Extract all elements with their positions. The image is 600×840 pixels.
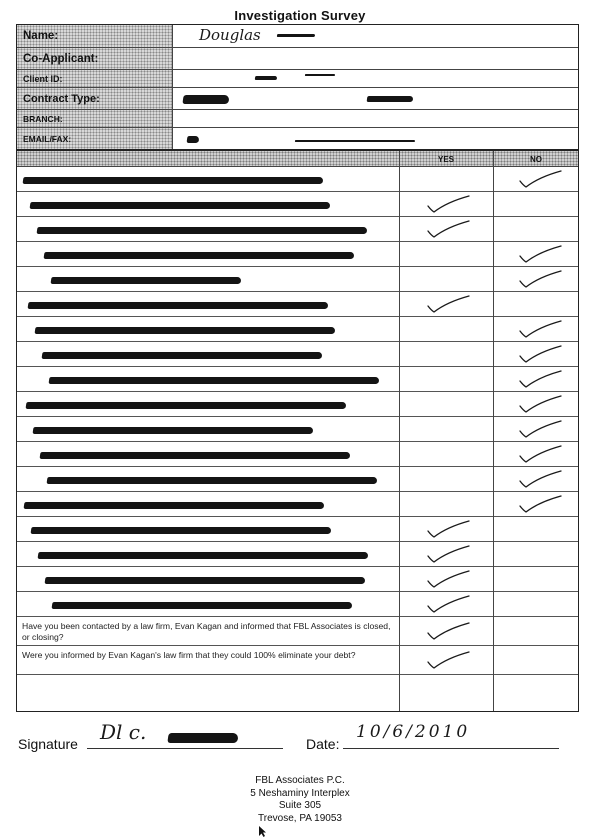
field-label-branch: BRANCH: [17,110,173,127]
redacted-question [42,352,323,359]
field-row-contract-type [17,87,578,109]
yes-checkmark-icon [425,194,473,216]
redacted-question [33,427,314,434]
signature-label: Signature [18,736,78,752]
no-checkmark-icon [517,319,565,341]
yes-checkmark-icon [425,569,473,591]
date-line [343,748,559,749]
address-line-2: Suite 305 [278,800,322,811]
yes-checkmark-icon [425,650,473,672]
field-label-co-applicant: Co-Applicant: [17,48,173,69]
no-checkmark-icon [517,494,565,516]
redacted-question [31,527,332,534]
redacted-question [24,502,325,509]
redaction-mark [277,34,315,37]
redacted-question [45,577,366,584]
redaction-mark [187,136,200,143]
field-row-client-id [17,69,578,87]
date-value: 10/6/2010 [356,722,471,742]
yes-checkmark-icon [425,294,473,316]
document-title: Investigation Survey [234,8,366,23]
no-checkmark-icon [517,444,565,466]
no-checkmark-icon [517,419,565,441]
redaction-mark [255,76,278,80]
field-label-name: Name: [17,25,173,47]
address-line-1: 5 Neshaminy Interplex [250,787,350,799]
column-divider [399,151,400,711]
question-text: Were you informed by Evan Kagan's law firm that they could 100% eliminate your debt? [22,650,356,660]
no-checkmark-icon [517,344,565,366]
redacted-question [23,177,324,184]
redaction-mark [367,96,414,102]
signature-redaction [167,733,238,743]
no-checkmark-icon [517,394,565,416]
redacted-question [37,227,368,234]
yes-checkmark-icon [425,594,473,616]
yes-checkmark-icon [425,219,473,241]
address-city: Trevose, PA 19053 [258,812,342,824]
redaction-mark [182,95,229,104]
field-row-email-fax [17,127,578,149]
redaction-mark [295,140,415,142]
yes-checkmark-icon [425,519,473,541]
yes-column-header: YES [437,155,454,164]
no-column-header: NO [530,155,542,164]
redacted-question [44,252,355,259]
field-row-name [17,25,578,47]
no-checkmark-icon [517,244,565,266]
field-label-client-id: Client ID: [17,70,173,87]
mouse-cursor-icon [258,825,267,838]
redacted-question [47,477,378,484]
field-row-co-applicant [17,47,578,69]
redaction-mark [305,74,335,76]
yes-checkmark-icon [425,544,473,566]
redacted-question [49,377,380,384]
no-checkmark-icon [517,169,565,191]
redacted-question [26,402,347,409]
no-checkmark-icon [517,269,565,291]
redacted-question [51,277,242,284]
redacted-question [35,327,336,334]
redacted-question [30,202,331,209]
column-divider [493,151,494,711]
yes-checkmark-icon [425,621,473,643]
field-label-contract-type: Contract Type: [17,88,173,109]
signature-value: Dl c. [100,720,147,744]
no-checkmark-icon [517,369,565,391]
date-label: Date: [306,736,340,752]
signature-line [87,748,283,749]
applicant-info-box [16,24,579,150]
company-address [0,775,600,825]
field-label-email-fax: EMAIL/FAX: [17,128,173,149]
survey-table [16,150,579,712]
redacted-question [52,602,353,609]
redacted-question [40,452,351,459]
field-value-name: Douglas [199,26,261,44]
no-checkmark-icon [517,469,565,491]
field-row-branch [17,109,578,127]
redacted-question [28,302,329,309]
company-name: FBL Associates P.C. [255,775,345,786]
redacted-question [38,552,369,559]
question-text: Have you been contacted by a law firm, Evan Kagan and informed that FBL Associates is closed, or closing? [22,621,391,642]
